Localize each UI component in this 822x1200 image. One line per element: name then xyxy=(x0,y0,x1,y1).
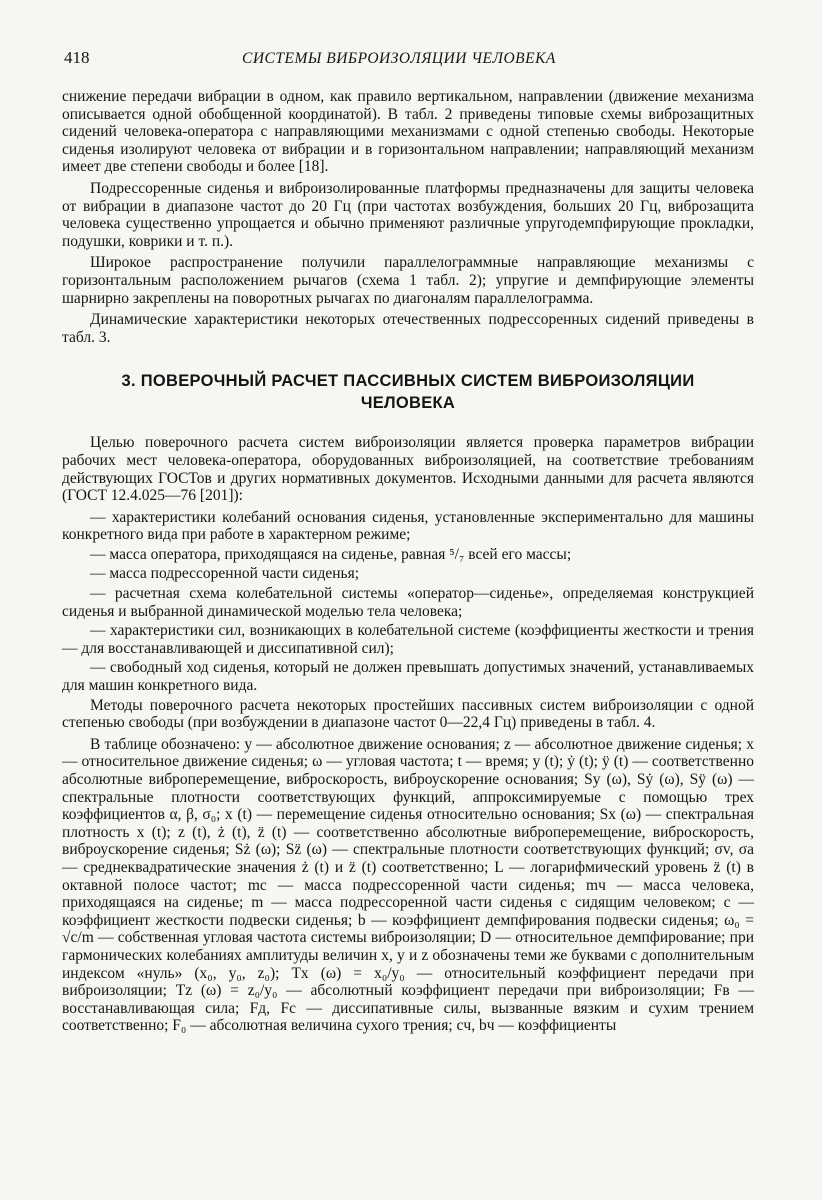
document-page xyxy=(62,44,754,1039)
paragraph-dynamics: Динамические характеристики некоторых отечественных подрессоренных сидений приведены в табл. 3. xyxy=(62,311,754,346)
section-heading-line-1: 3. ПОВЕРОЧНЫЙ РАСЧЕТ ПАССИВНЫХ СИСТЕМ ВИБРОИЗОЛЯЦИИ xyxy=(121,372,695,391)
running-title: СИСТЕМЫ ВИБРОИЗОЛЯЦИИ ЧЕЛОВЕКА xyxy=(242,50,556,67)
body-text xyxy=(62,88,754,1035)
list-item: — расчетная схема колебательной системы «оператор—сиденье», определяемая конструкцией сиденья и выбранной динамической моделью тела человека; xyxy=(62,585,754,620)
list-item: — свободный ход сиденья, который не должен превышать допустимых значений, устанавливаемых для машин конкретного вида. xyxy=(62,659,754,695)
list-item: — масса оператора, приходящаяся на сиденье, равная ⁵/₇ всей его массы; xyxy=(90,545,572,563)
paragraph-continuation: снижение передачи вибрации в одном, как правило вертикальном, направлении (движение механизма описывается одной обобщенной координатой). В табл. 2 приведены типовые схемы виброзащитных сидений человека-оператора с направляющими механизмами с одной степенью свободы. Некоторые сиденья изолируют человека от вибрации и в горизонтальном направлении; направляющий механизм имеет две степени свободы и более [18]. xyxy=(62,88,754,176)
paragraph-intro: Целью поверочного расчета систем виброизоляции является проверка параметров вибрации рабочих мест человека-оператора, оборудованных виброизоляцией, на соответствие требованиям действующих ГОСТов и других нормативных документов. Исходными данными для расчета являются (ГОСТ 12.4.025—76 [201]): xyxy=(62,434,754,505)
paragraph-parallelogram: Широкое распространение получили параллелограммные направляющие механизмы с горизонтальным расположением рычагов (схема 1 табл. 2); упругие и демпфирующие элементы шарнирно закреплены на поворотных рычагах по диагоналям параллелограмма. xyxy=(62,254,754,307)
running-head xyxy=(62,44,754,74)
page-number: 418 xyxy=(64,48,90,67)
paragraph-seats-platforms: Подрессоренные сиденья и виброизолированные платформы предназначены для защиты человека от вибрации в диапазоне частот до 20 Гц (при частотах возбуждения, больших 20 Гц, виброзащита человека существенно упрощается и обычно применяют различные упругодемпфирующие прокладки, подушки, коврики и т. п.). xyxy=(62,179,754,250)
paragraph-notation: В таблице обозначено: y — абсолютное движение основания; z — абсолютное движение сиденья; x — относительное движение сиденья; ω — угловая частота; t — время; y (t); ẏ (t); ÿ (t) — соответственно абсолютные виброперемещение, виброскорость, виброускорение основания; Sy (ω), Sẏ (ω), Sÿ (ω) — спектральные плотности соответствующих функций, аппроксимируемые с помощью трех коэффициентов α, β, σ₀; x (t) — перемещение сиденья относительно основания; Sx (ω) — спектральная плотность x (t); z (t), ż (t), z̈ (t) — соответственно абсолютные виброперемещение, виброскорость, виброускорение сиденья; Sż (ω); Sz̈ (ω) — спектральные плотности соответствующих функций; σv, σa — среднеквадратические значения ż (t) и z̈ (t) соответственно; L — логарифмический уровень z̈ (t) в октавной полосе частот; mс — масса подрессоренной части сиденья; mч — масса человека, приходящаяся на сиденье; m — масса подрессоренной части сиденья с сидящим человеком; c — коэффициент жесткости подвески сиденья; b — коэффициент демпфирования подвески сиденья; ω₀ = √c/m — собственная угловая частота системы виброизоляции; D — относительное демпфирование; при гармонических колебаниях амплитуды величин x, y и z обозначены теми же буквами с дополнительным индексом «нуль» (x₀, y₀, z₀); Tx (ω) = x₀/y₀ — относительный коэффициент передачи при виброизоляции; Tz (ω) = z₀/y₀ — абсолютный коэффициент передачи при виброизоляции; Fв — восстанавливающая сила; Fд, Fс — диссипативные силы, вызванные вязким и сухим трением соответственно; F₀ — абсолютная величина сухого трения; cч, bч — коэффициенты xyxy=(62,735,754,1035)
section-heading xyxy=(62,370,754,414)
list-item: — масса подрессоренной части сиденья; xyxy=(90,565,360,583)
list-item: — характеристики колебаний основания сиденья, установленные экспериментально для машины конкретного вида при работе в характерном режиме; xyxy=(62,508,754,544)
paragraph-methods: Методы поверочного расчета некоторых простейших пассивных систем виброизоляции с одной степенью свободы (при возбуждении в диапазоне частот 0—22,4 Гц) приведены в табл. 4. xyxy=(62,696,754,732)
section-heading-line-2: ЧЕЛОВЕКА xyxy=(360,394,456,413)
list-item: — характеристики сил, возникающих в колебательной системе (коэффициенты жесткости и трения — для восстанавливающей и диссипативной сил); xyxy=(62,622,754,657)
